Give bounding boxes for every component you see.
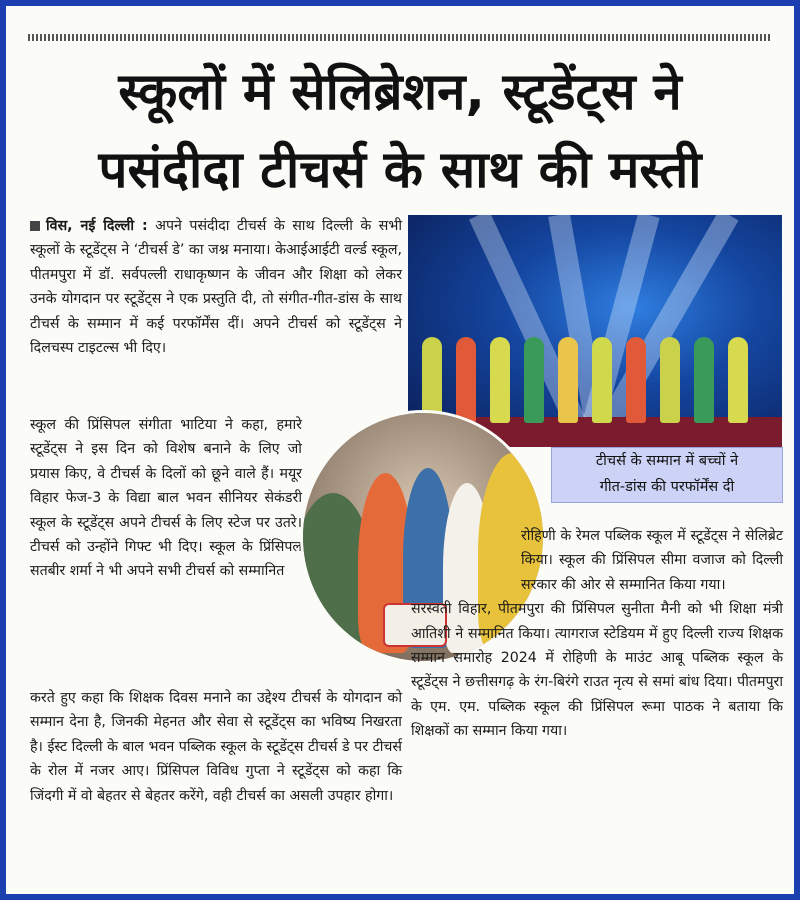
paragraph-awards: सरस्वती विहार, पीतमपुरा की प्रिंसिपल सुनीता मैनी को भी शिक्षा मंत्री आतिशी ने सम्मानित किया। त्यागराज स्टेडियम में हुए दिल्ली राज्य शिक्षक सम्मान समारोह 2024 में रोहिणी के माउंट आबू पब्लिक स्कूल के स्टूडेंट्स ने छत्तीसगढ़ के रंग-बिरंगे राउत नृत्य से समां बांध दिया। पीतमपुरा के एम. एम. पब्लिक स्कूल की प्रिंसिपल रूमा पाठक ने बताया कि शिक्षकों का सम्मान किया गया। [411,601,783,740]
square-bullet-icon [30,221,40,231]
paragraph-east-delhi: करते हुए कहा कि शिक्षक दिवस मनाने का उद्देश्य टीचर्स के योगदान को सम्मान देना है, जिनकी मेहनत और सेवा से स्टूडेंट्स का भविष्य निखरता है। ईस्ट दिल्ली के बाल भवन पब्लिक स्कूल के स्टूडेंट्स टीचर्स डे पर टीचर्स के रोल में नजर आए। प्रिंसिपल विविध गुप्ता ने स्टूडेंट्स को कहा कि जिंदगी में वो बेहतर से बेहतर करेंगे, वही टीचर्स का असली उपहार होगा। [30,690,402,804]
paragraph-intro: अपने पसंदीदा टीचर्स के साथ दिल्ली के सभी स्कूलों के स्टूडेंट्स ने ‘टीचर्स डे’ का जश्न मनाया। केआईआईटी वर्ल्ड स्कूल, पीतमपुरा में डॉ. सर्वपल्ली राधाकृष्णन के जीवन और शिक्षा को लेकर उनके योगदान पर स्टूडेंट्स ने एक प्रस्तुति दी, तो संगीत-गीत-डांस के साथ टीचर्स के सम्मान में कई परफॉर्मेंस दीं। अपने टीचर्स को स्टूडेंट्स ने दिलचस्प टाइटल्स भी दिए। [30,218,402,357]
newspaper-clipping [6,6,794,894]
headline-line-1: स्कूलों में सेलिब्रेशन, स्टूडेंट्स ने [118,63,682,122]
paragraph-principal: स्कूल की प्रिंसिपल संगीता भाटिया ने कहा, हमारे स्टूडेंट्स ने इस दिन को विशेष बनाने के लिए जो प्रयास किए, वे टीचर्स के दिलों को छूने वाले हैं। मयूर विहार फेज-3 के विद्या बाल भवन सीनियर सेकंडरी स्कूल के स्टूडेंट्स अपने टीचर्स के लिए स्टेज पर उतरे। टीचर्स को उन्होंने गिफ्ट भी दिए। स्कूल के प्रिंसिपल सतबीर शर्मा ने भी अपने सभी टीचर्स को सम्मानित [30,417,302,580]
paragraph-rohini: रोहिणी के रेमल पब्लिक स्कूल में स्टूडेंट्स ने सेलिब्रेट किया। स्कूल की प्रिंसिपल सीमा वजाज को दिल्ली सरकार की ओर से सम्मानित किया गया। [521,528,783,593]
caption-line-1: टीचर्स के सम्मान में बच्चों ने [595,453,739,469]
article-column-narrow [30,413,302,584]
stage-dance-photo [408,215,782,447]
article-intro [30,214,402,360]
headline [26,54,774,210]
top-dotted-rule [28,34,772,41]
article-column-right [411,524,783,744]
caption-line-2: गीत-डांस की परफॉर्मेंस दी [599,479,735,495]
photo-caption [551,447,783,503]
dateline: विस, नई दिल्ली : [46,218,148,234]
article-column-wide [30,686,402,808]
headline-line-2: पसंदीदा टीचर्स के साथ की मस्ती [98,141,702,200]
